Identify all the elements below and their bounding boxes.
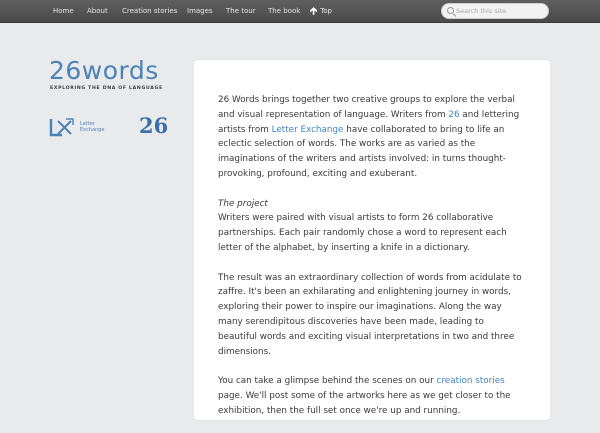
nav-item-top[interactable] <box>310 0 332 22</box>
glimpse-text-b: page. We'll post some of the artworks here as we get closer to the exhibition, then the full set once we're up and running. <box>218 390 511 416</box>
project-text: Writers were paired with visual artists to form 26 collaborative partnerships. Each pair randomly chose a word to represent each letter of the alphabet, by inserting a knife in a dictionary. <box>218 213 507 253</box>
project-heading: The project <box>218 198 268 209</box>
nav-item-images[interactable]: Images <box>187 7 213 15</box>
nav-top-label: Top <box>320 7 332 15</box>
search-input[interactable] <box>456 4 546 18</box>
nav-item-the-book[interactable]: The book <box>268 7 301 15</box>
partner-line-1: Letter <box>80 121 95 127</box>
intro-paragraph <box>218 93 524 182</box>
glimpse-paragraph <box>218 374 524 418</box>
partner-line-2: Exchange <box>80 127 105 133</box>
nav-item-home[interactable]: Home <box>53 7 74 15</box>
intro-text-c: have collaborated to bring to life an eclectic selection of words. The works are as varied as the imaginations of the writers and artists involved: in turns thought-provoking, profound, exciting and exuberant. <box>218 124 506 179</box>
top-nav-bar <box>0 0 600 23</box>
arrow-up-icon: 🡱 <box>310 6 318 17</box>
link-creation-stories[interactable]: creation stories <box>436 376 505 387</box>
main-content <box>218 93 524 433</box>
site-logo-wordmark[interactable]: 26words <box>49 56 159 85</box>
link-letter-exchange[interactable]: Letter Exchange <box>271 124 344 135</box>
intro-text-b: and lettering artists from <box>218 109 520 135</box>
nav-item-the-tour[interactable]: The tour <box>226 7 256 15</box>
nav-item-about[interactable]: About <box>87 7 108 15</box>
search-icon <box>447 7 454 14</box>
letter-exchange-logo-icon[interactable] <box>49 117 79 137</box>
nav-item-creation-stories[interactable]: Creation stories <box>122 7 178 15</box>
link-26[interactable]: 26 <box>448 109 460 120</box>
search-box[interactable] <box>441 3 549 19</box>
project-paragraph <box>218 197 524 256</box>
partner-logo-text <box>80 121 104 133</box>
glimpse-text-a: You can take a glimpse behind the scenes on our <box>218 376 437 387</box>
intro-text-a: 26 Words brings together two creative groups to explore the verbal and visual representation of language. Writers from <box>218 95 515 120</box>
partner-26-logo[interactable]: 26 <box>139 113 169 138</box>
result-paragraph: The result was an extraordinary collection of words from acidulate to zaffre. It's been an exhilarating and enlightening journey in words, exploring their power to inspire our imaginations. Along the way many serendipitous discoveries have been made, leading to beautiful words and exciting visual interpretations in two and three dimensions. <box>218 272 522 357</box>
site-tagline: EXPLORING THE DNA OF LANGUAGE <box>50 86 163 91</box>
